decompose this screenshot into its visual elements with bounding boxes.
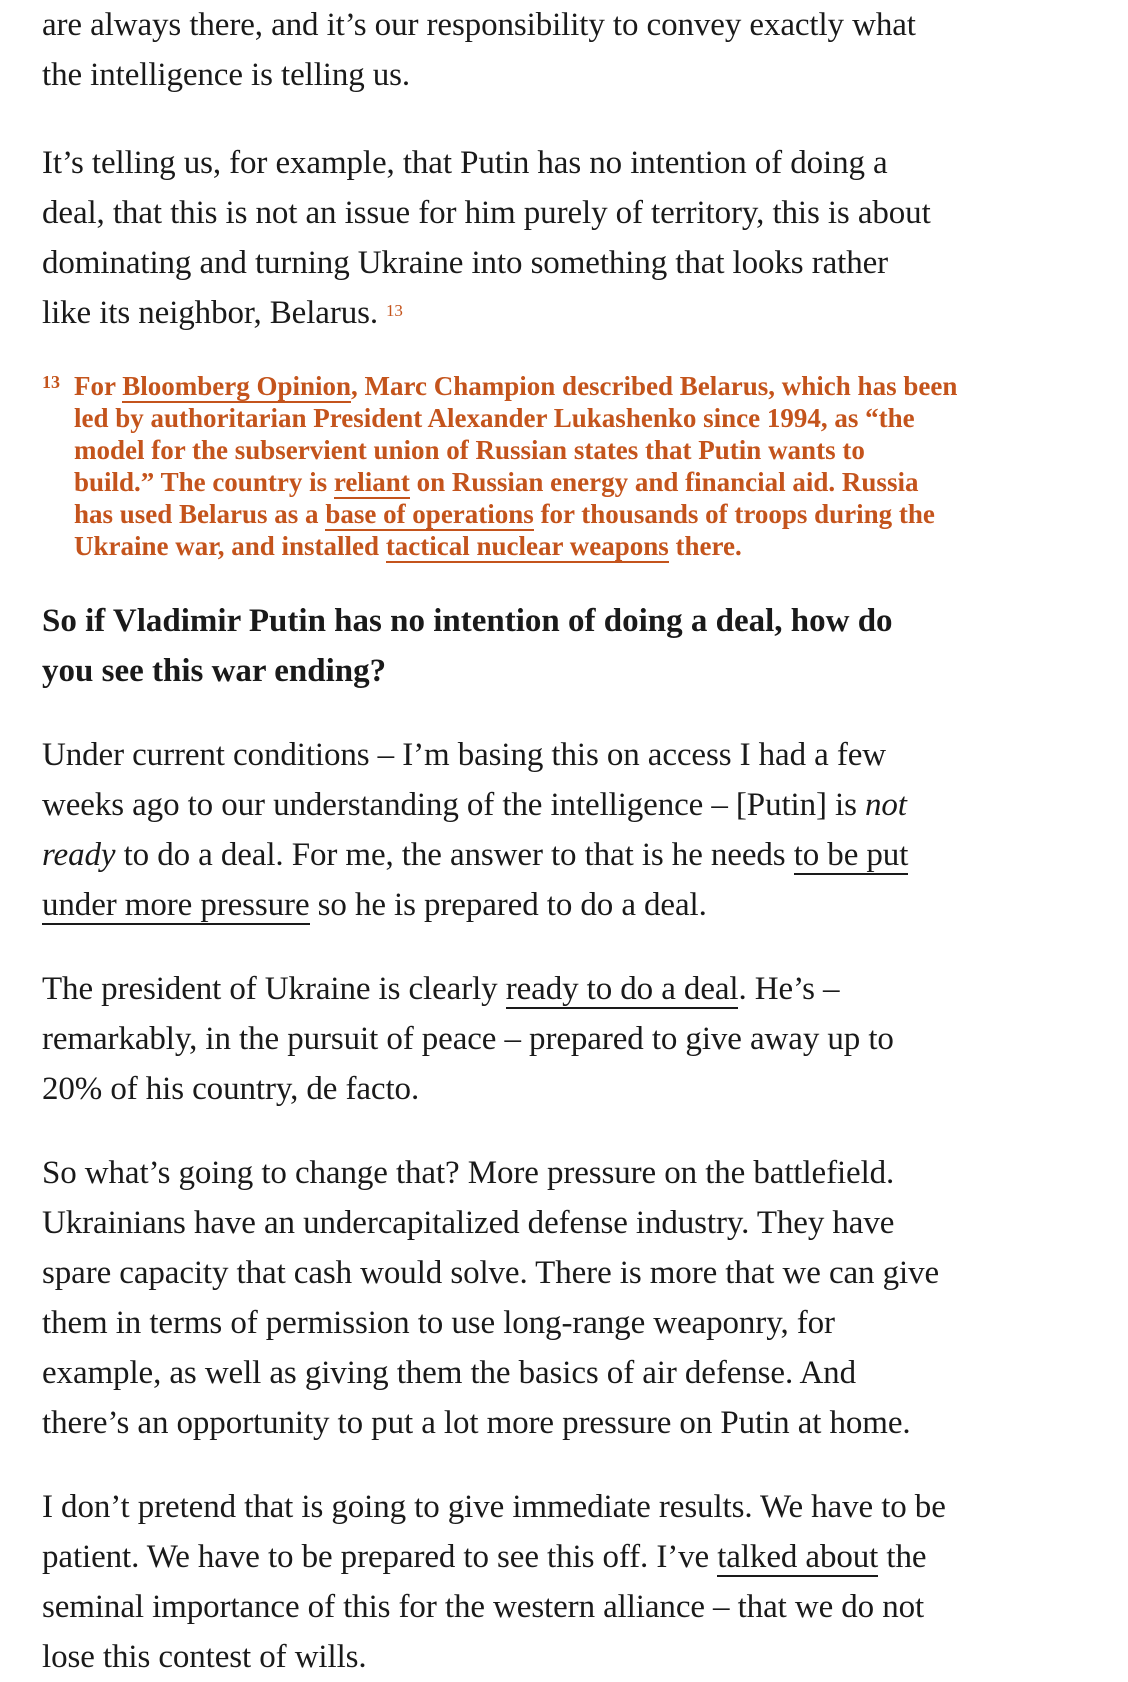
text-segment: the <box>878 1539 927 1575</box>
text-segment: , Marc Champion described Belarus, which has been <box>351 371 958 401</box>
reliant-link[interactable]: reliant <box>333 467 410 497</box>
text-segment: patient. We have to be prepared to see this off. I’ve <box>42 1539 718 1575</box>
text-line: It’s telling us, for example, that Putin has no intention of doing a <box>42 145 888 181</box>
text-segment: for thousands of troops during the <box>533 499 935 529</box>
text-line: deal, that this is not an issue for him purely of territory, this is about <box>42 195 931 231</box>
text-line <box>74 466 1102 498</box>
text-line: So if Vladimir Putin has no intention of doing a deal, how do <box>42 603 893 639</box>
text-line: dominating and turning Ukraine into something that looks rather <box>42 245 889 281</box>
more-pressure-link[interactable]: to be put <box>793 837 909 873</box>
text-segment: The president of Ukraine is clearly <box>42 971 506 1007</box>
text-line: I don’t pretend that is going to give immediate results. We have to be <box>42 1489 946 1525</box>
text-line: model for the subservient union of Russian states that Putin wants to <box>74 435 865 465</box>
footnote-number: 13 <box>42 372 60 392</box>
paragraph <box>42 730 908 930</box>
text-segment: . He’s – <box>738 971 840 1007</box>
text-line <box>74 370 1102 402</box>
paragraph <box>42 964 894 1114</box>
text-line: 20% of his country, de facto. <box>42 1071 420 1107</box>
paragraph <box>42 1148 939 1448</box>
text-line: spare capacity that cash would solve. There is more that we can give <box>42 1255 940 1291</box>
text-segment: has used Belarus as a <box>74 499 326 529</box>
text-line: So what’s going to change that? More pressure on the battlefield. <box>42 1155 895 1191</box>
text-segment: there. <box>668 531 742 561</box>
text-line: remarkably, in the pursuit of peace – prepared to give away up to <box>42 1021 894 1057</box>
paragraph <box>42 0 916 100</box>
text-line <box>42 780 908 830</box>
more-pressure-link[interactable]: under more pressure <box>42 887 310 923</box>
text-line <box>74 530 1102 562</box>
text-line: lose this contest of wills. <box>42 1639 367 1675</box>
text-line: them in terms of permission to use long-range weaponry, for <box>42 1305 835 1341</box>
bloomberg-opinion-link[interactable]: Bloomberg Opinion <box>122 371 352 401</box>
text-line: Under current conditions – I’m basing this on access I had a few <box>42 737 887 773</box>
text-line <box>74 498 1102 530</box>
text-line: example, as well as giving them the basics of air defense. And <box>42 1355 856 1391</box>
text-segment: like its neighbor, Belarus. <box>42 295 379 331</box>
text-line <box>42 830 908 880</box>
emphasis: ready <box>42 837 116 873</box>
text-line: the intelligence is telling us. <box>42 57 411 93</box>
text-line: you see this war ending? <box>42 653 387 689</box>
ready-to-do-a-deal-link[interactable]: ready to do a deal <box>505 971 739 1007</box>
text-segment: so he is prepared to do a deal. <box>309 887 707 923</box>
text-line: Ukrainians have an undercapitalized defense industry. They have <box>42 1205 895 1241</box>
paragraph <box>42 138 931 338</box>
base-of-operations-link[interactable]: base of operations <box>325 499 534 529</box>
text-line: there’s an opportunity to put a lot more pressure on Putin at home. <box>42 1405 911 1441</box>
text-line <box>42 880 908 930</box>
text-line <box>42 964 894 1014</box>
text-segment: weeks ago to our understanding of the intelligence – [Putin] is <box>42 787 865 823</box>
text-line <box>42 1532 946 1582</box>
text-line <box>42 288 931 338</box>
text-segment: build.” The country is <box>74 467 334 497</box>
paragraph <box>42 1482 946 1682</box>
emphasis: not <box>865 787 907 823</box>
text-segment: Ukraine war, and installed <box>74 531 386 561</box>
text-segment: For <box>74 371 123 401</box>
footnote <box>42 370 1102 562</box>
text-segment: to do a deal. For me, the answer to that is he needs <box>115 837 794 873</box>
tactical-nuclear-weapons-link[interactable]: tactical nuclear weapons <box>385 531 669 561</box>
text-line: seminal importance of this for the western alliance – that we do not <box>42 1589 925 1625</box>
interview-question <box>42 596 893 696</box>
text-segment: on Russian energy and financial aid. Russia <box>409 467 919 497</box>
footnote-text <box>74 370 1102 562</box>
text-line: led by authoritarian President Alexander Lukashenko since 1994, as “the <box>74 403 915 433</box>
text-line: are always there, and it’s our responsibility to convey exactly what <box>42 7 916 43</box>
talked-about-link[interactable]: talked about <box>717 1539 879 1575</box>
footnote-ref[interactable]: 13 <box>386 301 403 320</box>
